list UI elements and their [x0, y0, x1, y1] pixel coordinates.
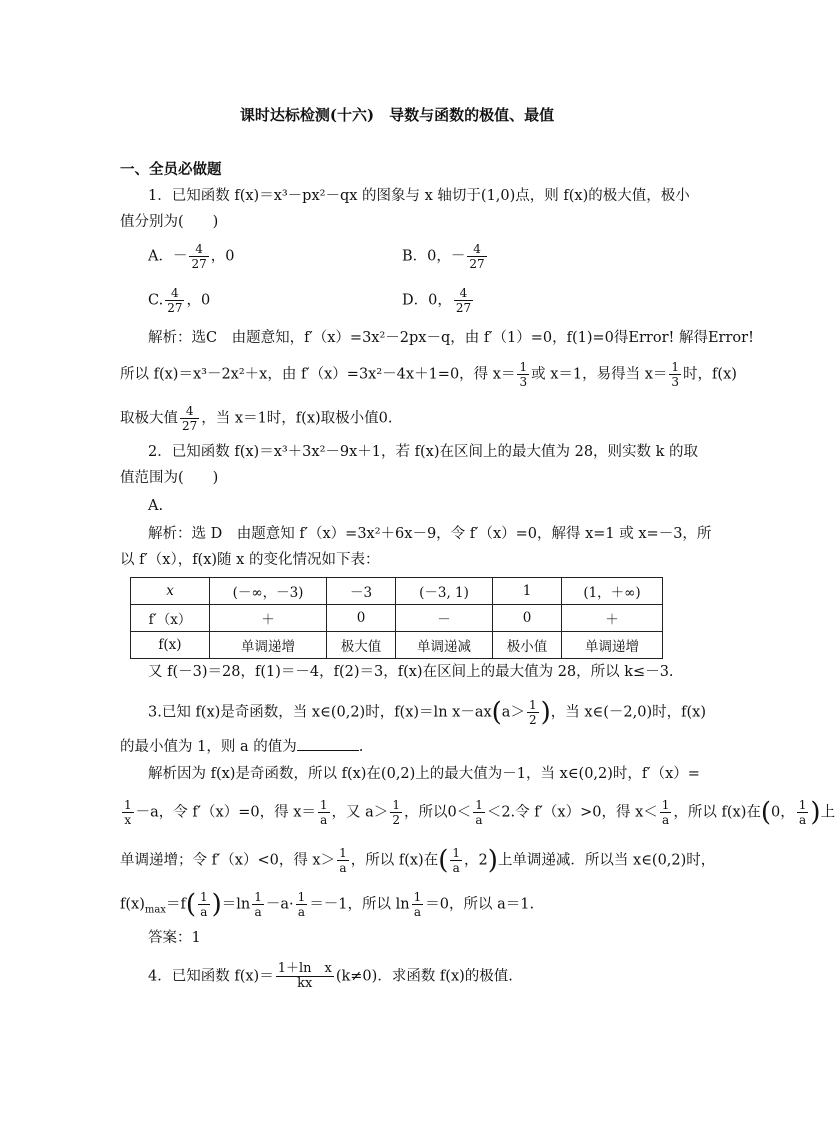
q1-option-b: B．0，－ $\frac{4}{27}$: [402, 242, 485, 271]
section-heading: 一、全员必做题: [120, 161, 222, 178]
q3-stem-line2: 的最小值为 1，则 a 的值为 .: [120, 736, 363, 757]
table-cell: (－3, 1): [396, 578, 493, 605]
table-cell: 0: [327, 605, 396, 632]
q3-solution-line2: $\frac{1}{x}$ －a，令 f′（x）=0，得 x＝ $\frac{1}{a}$ ，又 a＞ $\frac{1}{2}$ ，所以0＜ $\frac{1}{a}$ ＜2.令 f′（x）>0，得 x＜ $\frac{1}{a}$ ，所以 f(x)在(0， $\frac{1}{a}$ )上: [124, 797, 835, 828]
q2-option-a: A.: [148, 498, 164, 514]
table-cell: －3: [327, 578, 396, 605]
table-row: [131, 632, 663, 659]
q2-solution-line1: 解析：选 D 由题意知 f′（x）=3x²＋6x－9，令 f′（x）=0，解得 x=1 或 x=－3，所: [148, 526, 712, 542]
q1-stem-line2: 值分别为( ): [120, 214, 219, 230]
table-cell: 单调递减: [396, 632, 493, 659]
table-cell: ＋: [210, 605, 327, 632]
q3-solution-line4: $f(x)_{max}=f$( $\frac{1}{a}$ )＝ln $\frac{1}{a}$ －a· $\frac{1}{a}$ ＝－1，所以 ln $\frac{1}{a}$ ＝0，所以 a＝1.: [120, 889, 535, 920]
table-cell: 极大值: [327, 632, 396, 659]
q2-solution-line3: 又 f(－3)＝28，f(1)＝－4，f(2)＝3，f(x)在区间上的最大值为 28，所以 k≤－3.: [148, 664, 674, 680]
q2-stem-line2: 值范围为( ): [120, 470, 219, 486]
q1-option-a: A．－ $\frac{4}{27}$ ，0: [148, 242, 235, 271]
table-cell: 1: [493, 578, 562, 605]
variation-table: [130, 577, 663, 659]
table-cell: f′（x）: [131, 605, 210, 632]
table-row: [131, 578, 663, 605]
q2-stem-line1: 2．已知函数 f(x)＝x³＋3x²－9x＋1，若 f(x)在区间上的最大值为 28，则实数 k 的取: [148, 444, 699, 460]
table-cell: 0: [493, 605, 562, 632]
table-cell: 极小值: [493, 632, 562, 659]
q1-solution-line3: 取极大值 $\frac{4}{27}$ ，当 x＝1时，f(x)取极小值0.: [120, 404, 393, 433]
table-cell: 单调递增: [210, 632, 327, 659]
q1-solution-line2: 所以 f(x)＝x³－2x²＋x，由 f′（x）=3x²－4x＋1=0，得 x＝ $\frac{1}{3}$ 或 x＝1，易得当 x＝ $\frac{1}{3}$ 时，f(x): [120, 360, 737, 389]
q3-solution-line1: 解析因为 f(x)是奇函数，所以 f(x)在(0,2)上的最大值为－1，当 x∈(0,2)时，f′（x）=: [148, 766, 700, 782]
table-cell: (1，＋∞): [562, 578, 663, 605]
q3-answer: 答案：1: [148, 930, 201, 946]
table-cell: (－∞，－3): [210, 578, 327, 605]
page-title: 课时达标检测(十六) 导数与函数的极值、最值: [239, 106, 555, 124]
q2-solution-line2: 以 f′（x），f(x)随 x 的变化情况如下表：: [120, 552, 380, 568]
q3-stem-line1: 3.已知 f(x)是奇函数，当 x∈(0,2)时，f(x)＝ln x－ax(a＞ $\frac{1}{2}$ )，当 x∈(－2,0)时，f(x): [148, 697, 707, 728]
table-cell: 单调递增: [562, 632, 663, 659]
table-cell: －: [396, 605, 493, 632]
q1-option-d: D．0， $\frac{4}{27}$: [402, 286, 472, 315]
q3-solution-line3: 单调递增；令 f′（x）<0，得 x＞ $\frac{1}{a}$ ，所以 f(x)在( $\frac{1}{a}$ ，2)上单调递减．所以当 x∈(0,2)时，: [120, 845, 716, 876]
table-cell: ＋: [562, 605, 663, 632]
table-cell: f(x): [131, 632, 210, 659]
q1-stem-line1: 1．已知函数 f(x)＝x³－px²－qx 的图象与 x 轴切于(1,0)点，则 f(x)的极大值，极小: [148, 188, 690, 204]
q1-solution-line1: 解析：选C 由题意知，f′（x）=3x²－2px－q，由 f′（1）=0，f(1)=0得Error! 解得Error!: [148, 330, 754, 346]
q1-option-c: C. $\frac{4}{27}$ ，0: [148, 286, 211, 315]
table-row: [131, 605, 663, 632]
table-cell: x: [131, 578, 210, 605]
answer-blank: [297, 736, 359, 751]
q4-stem: 4．已知函数 f(x)＝ $\frac{\text{1＋ln x}}{kx}$ (k≠0)．求函数 f(x)的极值.: [148, 961, 513, 991]
